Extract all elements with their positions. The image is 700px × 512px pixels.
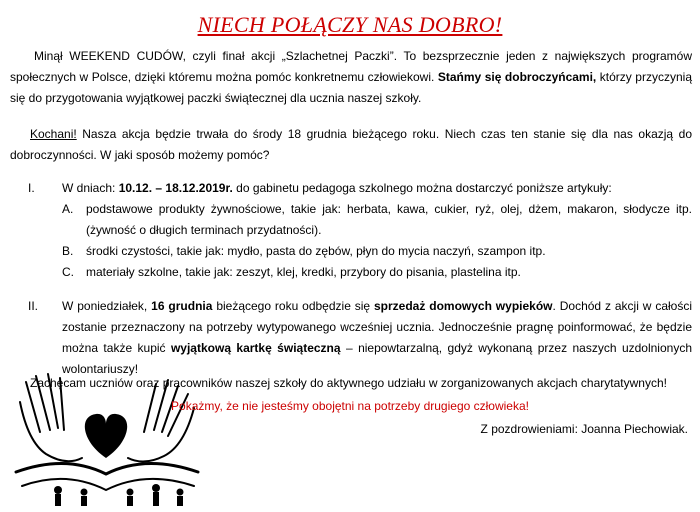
sub-text-a: podstawowe produkty żywnościowe, takie jak: herbata, kawa, cukier, ryż, olej, dżem, makaron, słodycze itp. (żywność o długich terminach przydatności). — [86, 202, 692, 237]
sub-item-c — [62, 262, 692, 283]
sub-text-b: środki czystości, takie jak: mydło, pasta do zębów, płyn do mycia naczyń, szampon itp. — [86, 244, 546, 258]
sub-letter-b: B. — [62, 244, 74, 258]
item-2-text-a: W poniedziałek, — [62, 299, 152, 313]
sub-item-b — [62, 241, 692, 262]
item-2-text-b: bieżącego roku odbędzie się — [212, 299, 374, 313]
item-2-date: 16 grudnia — [151, 299, 213, 313]
intro-bold-text: Stańmy się dobroczyńcami, — [437, 70, 597, 84]
sub-item-a — [62, 199, 692, 241]
signature: Z pozdrowieniami: Joanna Piechowiak. — [480, 422, 688, 436]
item-1-text — [62, 178, 692, 199]
item-2-text-c: . Dochód z akcji w całości zostanie przeznaczony na potrzeby wytypowanego wcześniej ucznia. Jednocześnie pragnę poinformować, że będzie można także kupić — [62, 299, 693, 355]
intro-text-1: Minął WEEKEND CUDÓW, czyli finał akcji „Szlachetnej Paczki”. To bezsprzecznie jeden z największych programów społecznych w Polsce, dzięki któremu można pomóc konkretnemu człowiekowi. — [10, 49, 692, 84]
item-2-card: wyjątkową kartkę świąteczną — [170, 341, 341, 355]
action-paragraph — [10, 124, 692, 166]
intro-paragraph — [10, 46, 692, 109]
action-text: Nasza akcja będzie trwała do środy 18 grudnia bieżącego roku. Niech czas ten stanie się dla nas okazją do dobroczynności. W jaki sposób możemy pomóc? — [10, 127, 692, 162]
sub-text-c: materiały szkolne, takie jak: zeszyt, klej, kredki, przybory do pisania, plastelina itp. — [86, 265, 521, 279]
numeral-1: I. — [28, 181, 35, 195]
numeral-2: II. — [28, 299, 39, 313]
appeal-text: Pokażmy, że nie jesteśmy obojętni na potrzeby drugiego człowieka! — [171, 399, 529, 413]
encourage-text: Zachęcam uczniów oraz pracowników naszej szkoły do aktywnego udziału w zorganizowanych akcjach charytatywnych! — [30, 376, 667, 390]
kochani-text: Kochani! — [30, 127, 77, 141]
list-item-1 — [10, 178, 692, 283]
item-2-text-d: – niepowtarzalną, gdyż wykonaną przez naszych uzdolnionych wolontariuszy! — [62, 341, 692, 376]
item-1-text-b: do gabinetu pedagoga szkolnego można dostarczyć poniższe artykuły: — [232, 181, 612, 195]
sub-letter-c: C. — [62, 265, 74, 279]
sub-letter-a: A. — [62, 202, 74, 216]
item-1-dates: 10.12. – 18.12.2019r. — [118, 181, 233, 195]
page-title: NIECH POŁĄCZY NAS DOBRO! — [197, 12, 503, 37]
intro-text-2: którzy przyczynią się do przygotowania wyjątkowej paczki świątecznej dla ucznia naszej szkoły. — [10, 70, 692, 105]
item-1-text-a: W dniach: — [62, 181, 119, 195]
item-2-bake-sale: sprzedaż domowych wypieków — [374, 299, 553, 313]
